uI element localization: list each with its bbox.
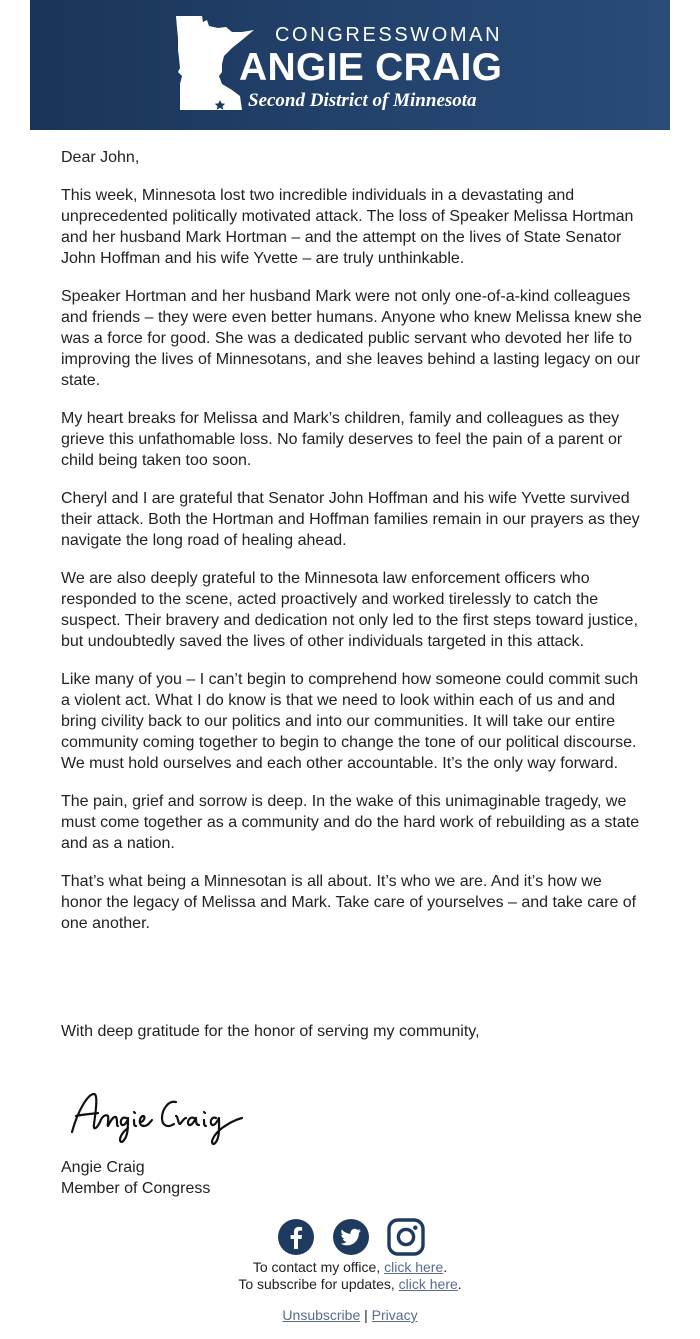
banner-title-name: ANGIE CRAIG: [239, 46, 503, 89]
facebook-icon[interactable]: [277, 1218, 315, 1256]
footer-links: [0, 1307, 700, 1324]
greeting: Dear John,: [61, 149, 140, 166]
subscribe-prefix: To subscribe for updates,: [238, 1276, 399, 1292]
footer-separator: |: [364, 1307, 368, 1323]
signature-image: [64, 1080, 254, 1150]
paragraph: Cheryl and I are grateful that Senator John Hoffman and his wife Yvette survived their attack. Both the Hortman and Hoffman families remain in our prayers as they navigate the long road of healing ahead.: [61, 490, 640, 549]
letter-body: [61, 147, 646, 951]
subscribe-link[interactable]: click here: [398, 1276, 458, 1292]
banner-subtitle: Second District of Minnesota: [248, 90, 477, 111]
header-banner: [30, 0, 670, 130]
paragraph: My heart breaks for Melissa and Mark’s children, family and colleagues as they grieve this unfathomable loss. No family deserves to feel the pain of a parent or child being taken too soon.: [61, 410, 623, 469]
subscribe-line: [0, 1276, 700, 1293]
paragraph: We are also deeply grateful to the Minnesota law enforcement officers who responded to the scene, acted proactively and worked tirelessly to catch the suspect. Their bravery and dedication not only led to the first steps toward justice, but undoubtedly saved the lives of other individuals targeted in this attack.: [61, 570, 638, 650]
signature-name: Angie Craig: [61, 1159, 145, 1176]
instagram-icon[interactable]: [387, 1218, 425, 1256]
unsubscribe-link[interactable]: Unsubscribe: [282, 1307, 361, 1323]
paragraph: Like many of you – I can’t begin to comprehend how someone could commit such a violent act. What I do know is that we need to look within each of us and and bring civility back to our politics and into our communities. It will take our entire community coming together to begin to change the tone of our political discourse. We must hold ourselves and each other accountable. It’s the only way forward.: [61, 671, 639, 772]
subscribe-suffix: .: [457, 1276, 462, 1292]
twitter-icon[interactable]: [332, 1218, 370, 1256]
paragraph: That’s what being a Minnesotan is all about. It’s who we are. And it’s how we honor the legacy of Melissa and Mark. Take care of yourselves – and take care of one another.: [61, 873, 637, 932]
privacy-link[interactable]: Privacy: [371, 1307, 418, 1323]
contact-prefix: To contact my office,: [252, 1259, 385, 1275]
social-links: [277, 1218, 427, 1256]
contact-link[interactable]: click here: [384, 1259, 444, 1275]
contact-line: [0, 1259, 700, 1276]
closing-line: With deep gratitude for the honor of serving my community,: [61, 1023, 480, 1040]
banner-title-prefix: CONGRESSWOMAN: [275, 24, 503, 46]
paragraph: Speaker Hortman and her husband Mark were not only one-of-a-kind colleagues and friends – they were even better humans. Anyone who knew Melissa knew she was a force for good. She was a dedicated public servant who devoted her life to improving the lives of Minnesotans, and she leaves behind a lasting legacy on our state.: [61, 288, 642, 389]
paragraph: This week, Minnesota lost two incredible individuals in a devastating and unprecedented politically motivated attack. The loss of Speaker Melissa Hortman and her husband Mark Hortman – and the attempt on the lives of State Senator John Hoffman and his wife Yvette – are truly unthinkable.: [61, 187, 634, 267]
paragraph: The pain, grief and sorrow is deep. In the wake of this unimaginable tragedy, we must come together as a community and do the hard work of rebuilding as a state and as a nation.: [61, 793, 640, 852]
signature-title: Member of Congress: [61, 1180, 211, 1197]
contact-suffix: .: [443, 1259, 448, 1275]
